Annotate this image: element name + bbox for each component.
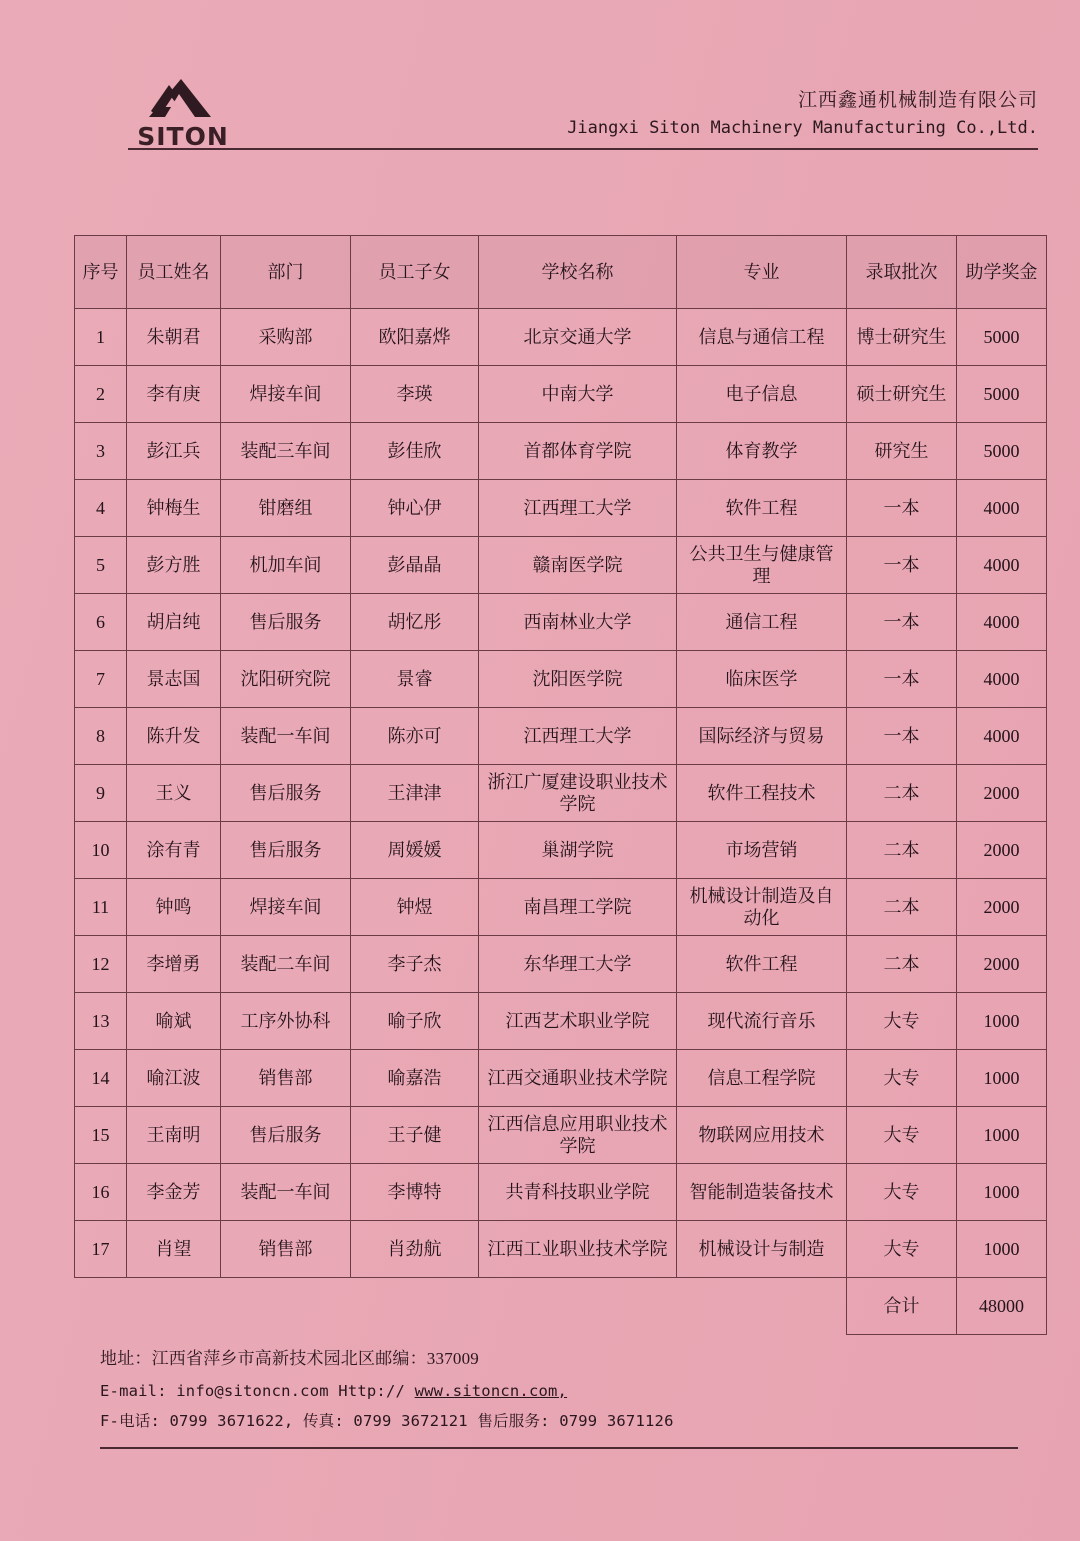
table-row	[75, 594, 1047, 651]
document-header	[0, 72, 1080, 152]
cell-major: 机械设计与制造	[677, 1221, 847, 1278]
cell-major: 智能制造装备技术	[677, 1164, 847, 1221]
cell-major: 市场营销	[677, 822, 847, 879]
cell-school: 江西交通职业技术学院	[479, 1050, 677, 1107]
cell-child-name: 胡忆彤	[351, 594, 479, 651]
cell-index: 6	[75, 594, 127, 651]
cell-index: 3	[75, 423, 127, 480]
cell-department: 机加车间	[221, 537, 351, 594]
cell-child-name: 李博特	[351, 1164, 479, 1221]
footer-phone-line: F-电话: 0799 3671622, 传真: 0799 3672121 售后服务: 0799 3671126	[100, 1411, 674, 1430]
cell-child-name: 陈亦可	[351, 708, 479, 765]
cell-major: 信息工程学院	[677, 1050, 847, 1107]
cell-employee-name: 钟梅生	[127, 480, 221, 537]
table-row	[75, 993, 1047, 1050]
cell-index: 12	[75, 936, 127, 993]
cell-index: 8	[75, 708, 127, 765]
company-name-cn: 江西鑫通机械制造有限公司	[797, 90, 1038, 111]
cell-child-name: 彭佳欣	[351, 423, 479, 480]
cell-child-name: 钟心伊	[351, 480, 479, 537]
cell-major: 软件工程	[677, 480, 847, 537]
cell-admission-batch: 研究生	[847, 423, 957, 480]
cell-department: 沈阳研究院	[221, 651, 351, 708]
cell-admission-batch: 大专	[847, 1050, 957, 1107]
document-footer	[100, 1342, 980, 1436]
cell-school: 东华理工大学	[479, 936, 677, 993]
cell-award-amount: 2000	[957, 765, 1047, 822]
cell-admission-batch: 大专	[847, 1164, 957, 1221]
cell-child-name: 彭晶晶	[351, 537, 479, 594]
cell-employee-name: 朱朝君	[127, 309, 221, 366]
cell-major: 通信工程	[677, 594, 847, 651]
total-spacer	[127, 1278, 221, 1335]
cell-admission-batch: 二本	[847, 879, 957, 936]
cell-school: 江西艺术职业学院	[479, 993, 677, 1050]
cell-school: 西南林业大学	[479, 594, 677, 651]
cell-award-amount: 4000	[957, 480, 1047, 537]
company-name-block	[567, 86, 1038, 142]
table-header-row	[75, 236, 1047, 309]
footer-address: 地址：江西省萍乡市高新技术园北区邮编：337009	[100, 1349, 479, 1369]
cell-admission-batch: 一本	[847, 651, 957, 708]
cell-employee-name: 喻斌	[127, 993, 221, 1050]
cell-school: 北京交通大学	[479, 309, 677, 366]
table-row	[75, 423, 1047, 480]
cell-award-amount: 1000	[957, 1050, 1047, 1107]
footer-website-link[interactable]: www.sitoncn.com,	[414, 1381, 568, 1400]
cell-school: 赣南医学院	[479, 537, 677, 594]
cell-child-name: 景睿	[351, 651, 479, 708]
cell-admission-batch: 博士研究生	[847, 309, 957, 366]
cell-admission-batch: 一本	[847, 708, 957, 765]
cell-child-name: 喻子欣	[351, 993, 479, 1050]
cell-award-amount: 4000	[957, 651, 1047, 708]
cell-employee-name: 彭方胜	[127, 537, 221, 594]
cell-major: 国际经济与贸易	[677, 708, 847, 765]
cell-major: 临床医学	[677, 651, 847, 708]
cell-index: 16	[75, 1164, 127, 1221]
cell-admission-batch: 大专	[847, 1107, 957, 1164]
total-spacer	[75, 1278, 127, 1335]
cell-index: 9	[75, 765, 127, 822]
cell-award-amount: 1000	[957, 1107, 1047, 1164]
cell-department: 售后服务	[221, 765, 351, 822]
cell-award-amount: 2000	[957, 879, 1047, 936]
cell-award-amount: 4000	[957, 537, 1047, 594]
table-row	[75, 480, 1047, 537]
cell-award-amount: 5000	[957, 423, 1047, 480]
cell-index: 5	[75, 537, 127, 594]
total-spacer	[677, 1278, 847, 1335]
table-row	[75, 1221, 1047, 1278]
cell-index: 7	[75, 651, 127, 708]
cell-school: 巢湖学院	[479, 822, 677, 879]
logo-wordmark: SITON	[137, 122, 229, 151]
table-row	[75, 309, 1047, 366]
cell-admission-batch: 二本	[847, 822, 957, 879]
total-spacer	[221, 1278, 351, 1335]
cell-school: 首都体育学院	[479, 423, 677, 480]
cell-admission-batch: 一本	[847, 594, 957, 651]
cell-child-name: 王津津	[351, 765, 479, 822]
cell-department: 装配一车间	[221, 1164, 351, 1221]
cell-child-name: 欧阳嘉烨	[351, 309, 479, 366]
table-row	[75, 537, 1047, 594]
cell-department: 焊接车间	[221, 366, 351, 423]
total-spacer	[479, 1278, 677, 1335]
cell-admission-batch: 二本	[847, 936, 957, 993]
col-header-award-amount: 助学奖金	[957, 236, 1047, 309]
cell-index: 14	[75, 1050, 127, 1107]
cell-major: 电子信息	[677, 366, 847, 423]
cell-award-amount: 2000	[957, 822, 1047, 879]
cell-major: 软件工程技术	[677, 765, 847, 822]
col-header-child-name: 员工子女	[351, 236, 479, 309]
footer-email-line	[100, 1376, 980, 1406]
cell-employee-name: 肖望	[127, 1221, 221, 1278]
cell-department: 销售部	[221, 1221, 351, 1278]
table-row	[75, 708, 1047, 765]
cell-major: 物联网应用技术	[677, 1107, 847, 1164]
cell-index: 17	[75, 1221, 127, 1278]
col-header-major: 专业	[677, 236, 847, 309]
cell-employee-name: 陈升发	[127, 708, 221, 765]
table-row	[75, 1107, 1047, 1164]
cell-award-amount: 5000	[957, 309, 1047, 366]
col-header-employee-name: 员工姓名	[127, 236, 221, 309]
company-name-en: Jiangxi Siton Machinery Manufacturing Co.,Ltd.	[567, 118, 1038, 139]
cell-award-amount: 1000	[957, 1164, 1047, 1221]
cell-school: 江西理工大学	[479, 708, 677, 765]
cell-school: 江西理工大学	[479, 480, 677, 537]
cell-child-name: 王子健	[351, 1107, 479, 1164]
table-body	[75, 309, 1047, 1335]
cell-admission-batch: 二本	[847, 765, 957, 822]
cell-child-name: 周媛媛	[351, 822, 479, 879]
cell-school: 江西信息应用职业技术学院	[479, 1107, 677, 1164]
cell-employee-name: 胡启纯	[127, 594, 221, 651]
cell-employee-name: 涂有青	[127, 822, 221, 879]
table-row	[75, 1164, 1047, 1221]
cell-department: 工序外协科	[221, 993, 351, 1050]
cell-admission-batch: 一本	[847, 480, 957, 537]
table-row	[75, 765, 1047, 822]
cell-admission-batch: 大专	[847, 993, 957, 1050]
table-row	[75, 366, 1047, 423]
total-spacer	[351, 1278, 479, 1335]
cell-award-amount: 1000	[957, 993, 1047, 1050]
scholarship-table	[74, 235, 1047, 1335]
scholarship-table-container	[74, 235, 1046, 1335]
cell-admission-batch: 硕士研究生	[847, 366, 957, 423]
cell-school: 江西工业职业技术学院	[479, 1221, 677, 1278]
total-label: 合计	[847, 1278, 957, 1335]
col-header-index: 序号	[75, 236, 127, 309]
cell-employee-name: 王义	[127, 765, 221, 822]
header-divider	[128, 148, 1038, 150]
cell-department: 售后服务	[221, 822, 351, 879]
col-header-admission-batch: 录取批次	[847, 236, 957, 309]
cell-major: 体育教学	[677, 423, 847, 480]
cell-index: 11	[75, 879, 127, 936]
table-row	[75, 1050, 1047, 1107]
cell-school: 中南大学	[479, 366, 677, 423]
cell-child-name: 喻嘉浩	[351, 1050, 479, 1107]
cell-index: 15	[75, 1107, 127, 1164]
cell-department: 装配一车间	[221, 708, 351, 765]
cell-department: 装配二车间	[221, 936, 351, 993]
cell-employee-name: 李增勇	[127, 936, 221, 993]
cell-employee-name: 钟鸣	[127, 879, 221, 936]
cell-major: 信息与通信工程	[677, 309, 847, 366]
cell-award-amount: 4000	[957, 594, 1047, 651]
cell-school: 沈阳医学院	[479, 651, 677, 708]
cell-index: 10	[75, 822, 127, 879]
cell-index: 13	[75, 993, 127, 1050]
cell-school: 浙江广厦建设职业技术学院	[479, 765, 677, 822]
cell-admission-batch: 一本	[847, 537, 957, 594]
cell-school: 南昌理工学院	[479, 879, 677, 936]
cell-major: 现代流行音乐	[677, 993, 847, 1050]
cell-major: 机械设计制造及自动化	[677, 879, 847, 936]
cell-school: 共青科技职业学院	[479, 1164, 677, 1221]
cell-department: 采购部	[221, 309, 351, 366]
total-value: 48000	[957, 1278, 1047, 1335]
cell-employee-name: 李金芳	[127, 1164, 221, 1221]
cell-award-amount: 4000	[957, 708, 1047, 765]
col-header-department: 部门	[221, 236, 351, 309]
col-header-school: 学校名称	[479, 236, 677, 309]
cell-department: 售后服务	[221, 1107, 351, 1164]
cell-award-amount: 1000	[957, 1221, 1047, 1278]
cell-child-name: 李瑛	[351, 366, 479, 423]
table-row	[75, 936, 1047, 993]
table-row	[75, 879, 1047, 936]
table-row	[75, 651, 1047, 708]
cell-employee-name: 景志国	[127, 651, 221, 708]
cell-admission-batch: 大专	[847, 1221, 957, 1278]
cell-major: 公共卫生与健康管理	[677, 537, 847, 594]
cell-employee-name: 王南明	[127, 1107, 221, 1164]
cell-department: 售后服务	[221, 594, 351, 651]
table-total-row	[75, 1278, 1047, 1335]
cell-department: 装配三车间	[221, 423, 351, 480]
cell-award-amount: 2000	[957, 936, 1047, 993]
table-row	[75, 822, 1047, 879]
cell-employee-name: 李有庚	[127, 366, 221, 423]
cell-child-name: 钟煜	[351, 879, 479, 936]
cell-child-name: 李子杰	[351, 936, 479, 993]
company-logo	[128, 77, 238, 149]
cell-index: 4	[75, 480, 127, 537]
footer-divider	[100, 1447, 1018, 1449]
cell-index: 2	[75, 366, 127, 423]
cell-major: 软件工程	[677, 936, 847, 993]
cell-department: 销售部	[221, 1050, 351, 1107]
footer-email-text: E-mail: info@sitoncn.com Http://	[100, 1381, 406, 1400]
cell-department: 焊接车间	[221, 879, 351, 936]
cell-department: 钳磨组	[221, 480, 351, 537]
cell-index: 1	[75, 309, 127, 366]
cell-award-amount: 5000	[957, 366, 1047, 423]
cell-employee-name: 彭江兵	[127, 423, 221, 480]
cell-child-name: 肖劲航	[351, 1221, 479, 1278]
siton-logo-icon	[135, 77, 231, 123]
cell-employee-name: 喻江波	[127, 1050, 221, 1107]
